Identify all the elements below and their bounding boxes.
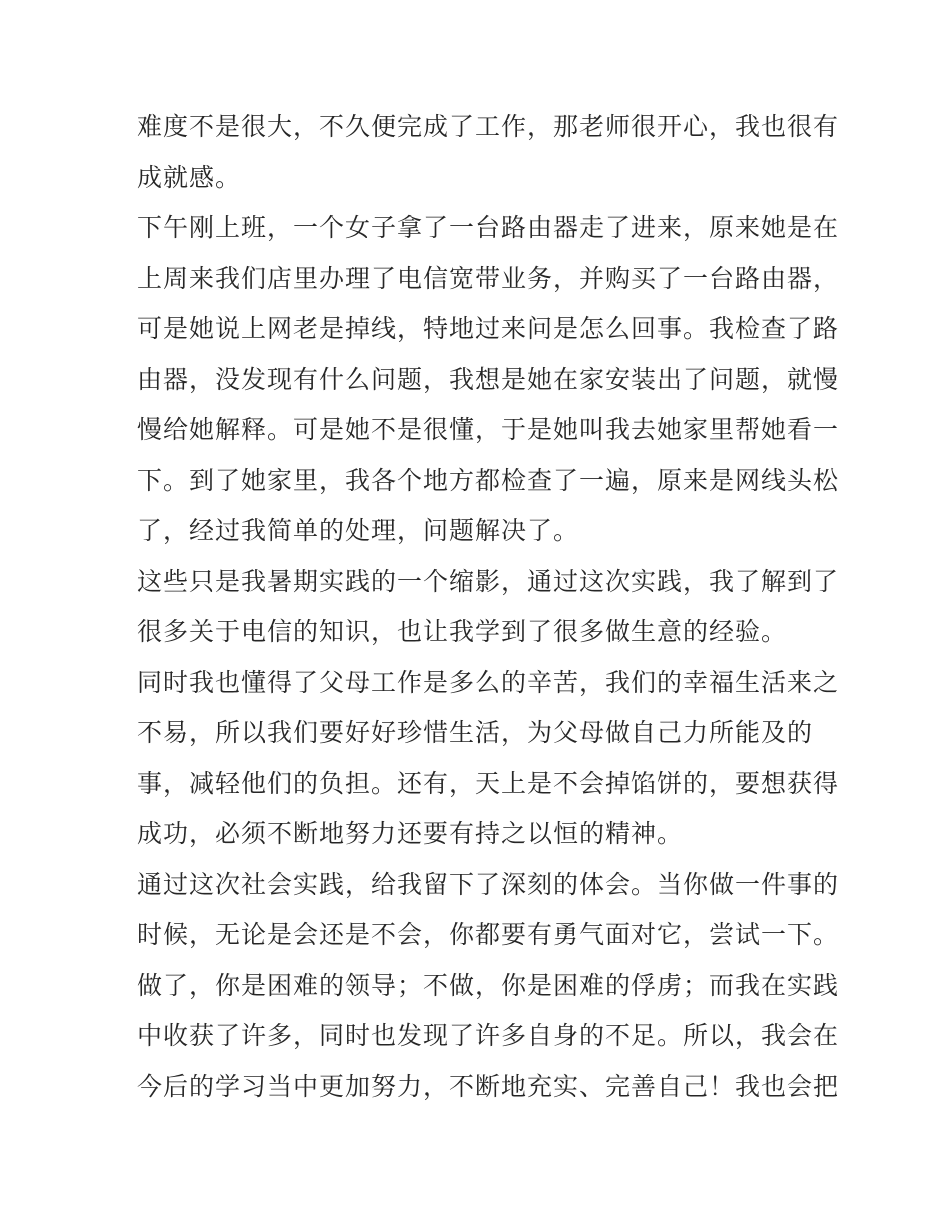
text-line: 了，经过我简单的处理，问题解决了。 <box>137 518 580 545</box>
text-line: 这些只是我暑期实践的一个缩影，通过这次实践，我了解到了 <box>137 568 840 596</box>
text-line: 做了，你是困难的领导；不做，你是困难的俘虏；而我在实践 <box>137 972 840 1000</box>
text-line: 下午刚上班，一个女子拿了一台路由器走了进来，原来她是在 <box>137 215 840 242</box>
text-line: 同时我也懂得了父母工作是多么的辛苦，我们的幸福生活来之 <box>137 669 840 697</box>
text-line: 慢给她解释。可是她不是很懂，于是她叫我去她家里帮她看一 <box>137 417 840 444</box>
text-line: 不易，所以我们要好好珍惜生活，为父母做自己力所能及的 <box>137 720 814 747</box>
text-line: 成就感。 <box>137 164 242 192</box>
text-line: 中收获了许多，同时也发现了许多自身的不足。所以，我会在 <box>137 1023 840 1050</box>
text-line: 下。到了她家里，我各个地方都检查了一遍，原来是网线头松 <box>137 467 840 495</box>
text-line: 可是她说上网老是掉线，特地过来问是怎么回事。我检查了路 <box>137 316 840 343</box>
text-line: 很多关于电信的知识，也让我学到了很多做生意的经验。 <box>137 619 788 646</box>
text-line: 难度不是很大，不久便完成了工作，那老师很开心，我也很有 <box>137 114 840 141</box>
text-line: 成功，必须不断地努力还要有持之以恒的精神。 <box>137 821 684 848</box>
text-line: 通过这次社会实践，给我留下了深刻的体会。当你做一件事的 <box>137 871 840 899</box>
text-line: 上周来我们店里办理了电信宽带业务，并购买了一台路由器， <box>137 265 840 293</box>
text-line: 今后的学习当中更加努力，不断地充实、完善自己！我也会把 <box>137 1073 840 1101</box>
text-line: 事，减轻他们的负担。还有，天上是不会掉馅饼的，要想获得 <box>137 770 840 798</box>
text-line: 时候，无论是会还是不会，你都要有勇气面对它，尝试一下。 <box>137 922 840 949</box>
text-line: 由器，没发现有什么问题，我想是她在家安装出了问题，就慢 <box>137 366 840 394</box>
document-text-body <box>137 103 897 1113</box>
